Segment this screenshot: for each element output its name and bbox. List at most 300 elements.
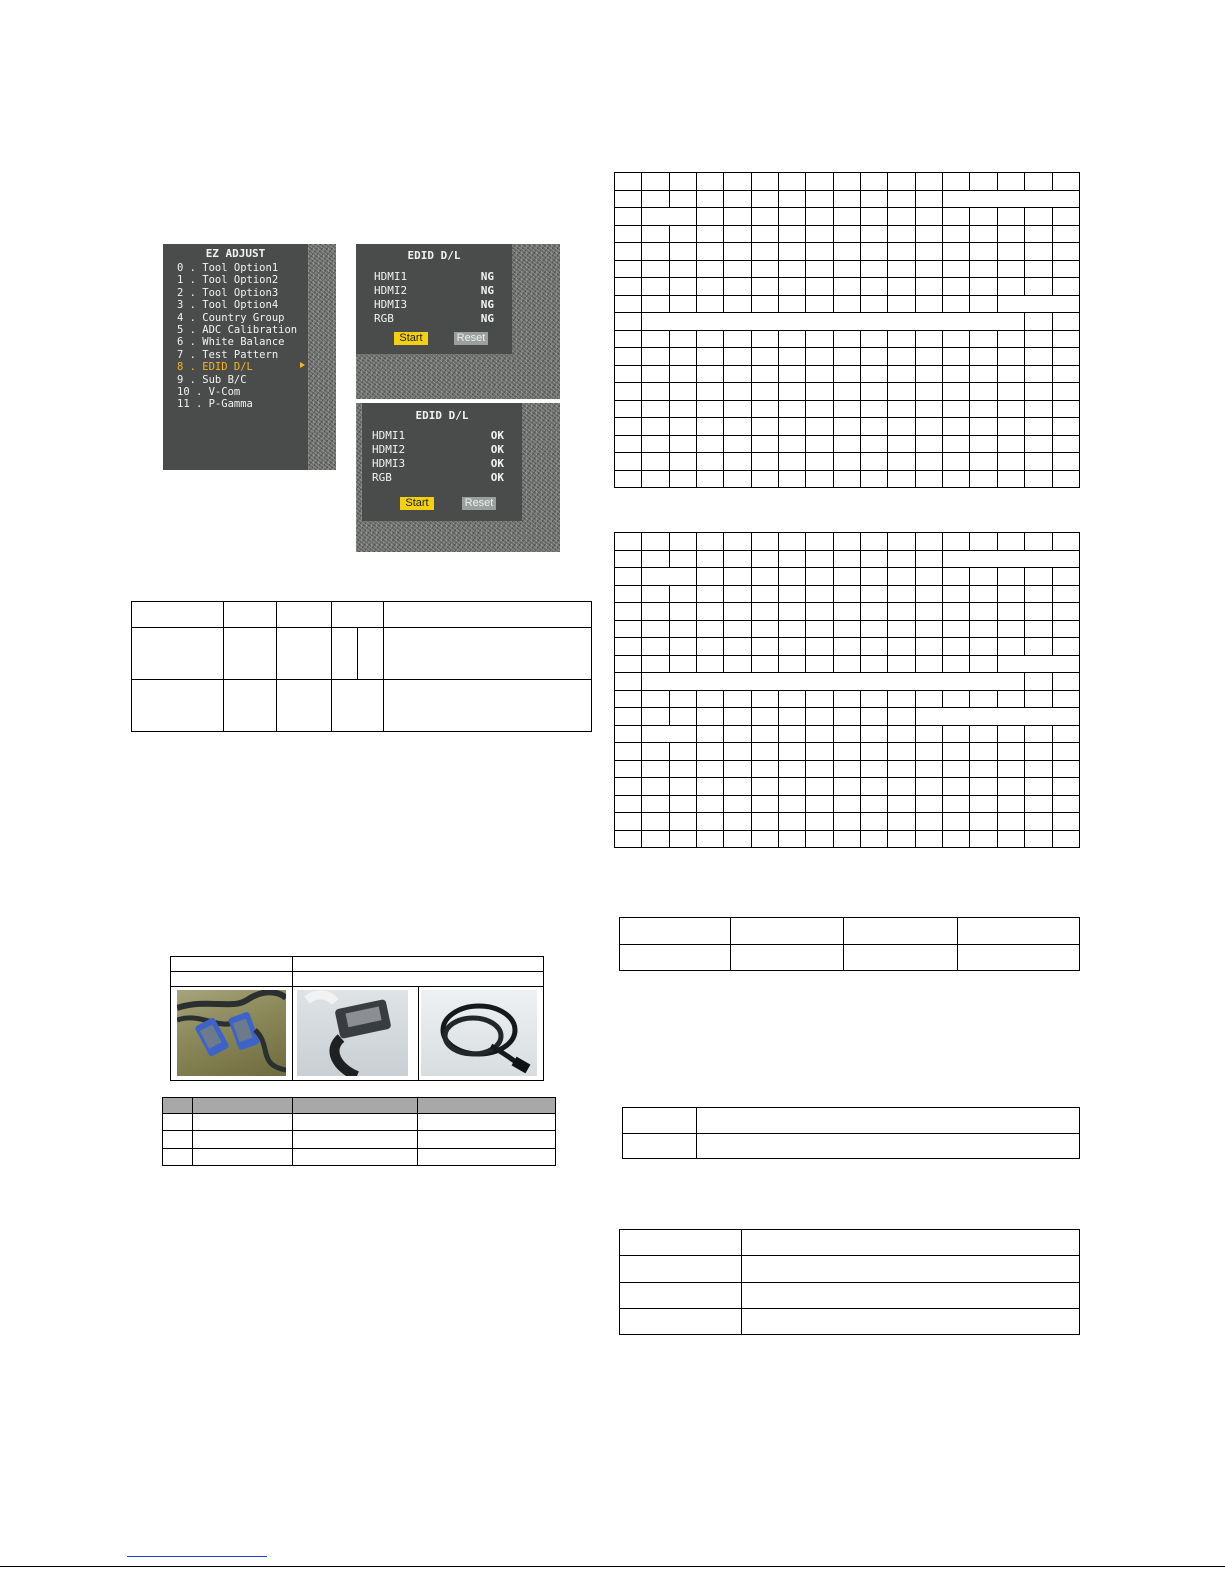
grid-cell <box>697 813 724 831</box>
grid-cell <box>833 260 860 278</box>
grid-cell <box>1052 435 1080 453</box>
grid-cell <box>697 778 724 796</box>
grid-cell <box>779 655 806 673</box>
grid-cell <box>997 453 1024 471</box>
grid-cell <box>697 655 724 673</box>
port-row-hdmi1 <box>374 270 494 284</box>
port-label: HDMI2 <box>372 443 406 456</box>
grid-cell <box>970 173 997 191</box>
grid-cell <box>779 795 806 813</box>
menu-item[interactable]: 7 . Test Pattern <box>177 348 279 361</box>
grid-cell <box>1025 725 1052 743</box>
grid-cell <box>1025 673 1052 691</box>
grid-cell <box>943 453 970 471</box>
grid-cell <box>861 813 888 831</box>
grid-cell <box>943 278 970 296</box>
grid-cell <box>615 208 642 226</box>
grid-cell <box>724 830 751 848</box>
grid-cell <box>1052 533 1080 551</box>
grid-cell <box>669 743 696 761</box>
start-button[interactable]: Start <box>394 332 428 345</box>
grid-cell <box>615 330 642 348</box>
grid-cell <box>1052 330 1080 348</box>
grid-row <box>615 260 1080 278</box>
grid-cell <box>888 208 915 226</box>
grid-cell <box>669 795 696 813</box>
grid-cell <box>806 690 833 708</box>
grid-cell <box>806 383 833 401</box>
grid-cell <box>751 418 778 436</box>
grid-cell <box>669 760 696 778</box>
grid-cell <box>915 418 942 436</box>
grid-cell <box>724 725 751 743</box>
grid-cell <box>697 225 724 243</box>
grid-cell <box>997 330 1024 348</box>
start-button[interactable]: Start <box>400 497 434 510</box>
menu-item[interactable]: 1 . Tool Option2 <box>177 274 279 287</box>
grid-cell <box>861 453 888 471</box>
grid-cell <box>861 690 888 708</box>
grid-cell <box>915 708 1079 726</box>
grid-cell <box>697 190 724 208</box>
grid-cell <box>669 655 696 673</box>
grid-cell <box>697 638 724 656</box>
grid-cell <box>669 708 696 726</box>
grid-row <box>615 760 1080 778</box>
grid-cell <box>833 655 860 673</box>
grid-cell <box>943 418 970 436</box>
grid-cell <box>615 435 642 453</box>
grid-row <box>615 348 1080 366</box>
grid-cell <box>970 453 997 471</box>
grid-cell <box>943 435 970 453</box>
grid-cell <box>1025 225 1052 243</box>
grid-cell <box>806 550 833 568</box>
grid-row <box>615 620 1080 638</box>
grid-cell <box>751 400 778 418</box>
menu-item[interactable]: 6 . White Balance <box>177 336 285 349</box>
grid-cell <box>697 278 724 296</box>
grid-cell <box>1025 260 1052 278</box>
grid-cell <box>724 470 751 488</box>
grid-cell <box>943 760 970 778</box>
grid-row <box>615 295 1080 313</box>
grid-cell <box>806 778 833 796</box>
grid-cell <box>806 813 833 831</box>
grid-cell <box>888 190 915 208</box>
grid-cell <box>861 743 888 761</box>
grid-cell <box>751 620 778 638</box>
grid-cell <box>915 365 942 383</box>
grid-cell <box>861 278 888 296</box>
grid-cell <box>806 173 833 191</box>
grid-cell <box>833 603 860 621</box>
grid-cell <box>915 278 942 296</box>
menu-item[interactable]: 5 . ADC Calibration <box>177 324 298 336</box>
grid-cell <box>751 173 778 191</box>
port-row-hdmi2 <box>374 284 494 298</box>
grid-cell <box>888 568 915 586</box>
grid-cell <box>724 243 751 261</box>
grid-row <box>615 550 1080 568</box>
port-status: OK <box>490 443 504 456</box>
grid-cell <box>888 795 915 813</box>
grid-cell <box>751 778 778 796</box>
grid-row <box>615 470 1080 488</box>
grid-cell <box>943 743 970 761</box>
grid-cell <box>615 295 642 313</box>
grid-cell <box>697 585 724 603</box>
grid-cell <box>1025 418 1052 436</box>
grid-cell <box>915 295 942 313</box>
grid-cell <box>669 813 696 831</box>
grid-cell <box>642 330 669 348</box>
grid-row <box>615 690 1080 708</box>
grid-cell <box>642 243 669 261</box>
grid-cell <box>1025 813 1052 831</box>
grid-cell <box>615 470 642 488</box>
grid-cell <box>833 383 860 401</box>
grid-cell <box>833 190 860 208</box>
grid-cell <box>915 830 942 848</box>
grid-cell <box>779 278 806 296</box>
port-label: HDMI1 <box>372 429 406 442</box>
grid-row <box>615 795 1080 813</box>
grid-cell <box>861 620 888 638</box>
grid-cell <box>888 778 915 796</box>
edid-title-before: EDID D/L <box>407 249 461 262</box>
grid-cell <box>1025 760 1052 778</box>
grid-cell <box>751 383 778 401</box>
grid-cell <box>833 348 860 366</box>
edid-data-table-2 <box>614 532 1080 848</box>
selection-arrow-icon <box>300 362 305 368</box>
edid-dialog-before <box>356 244 512 354</box>
grid-cell <box>642 743 669 761</box>
port-label: HDMI3 <box>374 298 408 311</box>
grid-cell <box>751 295 778 313</box>
grid-row <box>615 383 1080 401</box>
grid-cell <box>1052 568 1080 586</box>
grid-cell <box>806 585 833 603</box>
grid-cell <box>833 690 860 708</box>
grid-cell <box>669 260 696 278</box>
grid-cell <box>642 190 669 208</box>
grid-cell <box>943 813 970 831</box>
edid-dialog-after <box>362 403 522 521</box>
grid-cell <box>997 383 1024 401</box>
grid-cell <box>833 295 860 313</box>
grid-cell <box>615 260 642 278</box>
grid-cell <box>861 533 888 551</box>
checksum-table <box>619 917 1080 971</box>
grid-cell <box>697 690 724 708</box>
grid-cell <box>806 603 833 621</box>
grid-cell <box>1052 743 1080 761</box>
grid-cell <box>779 743 806 761</box>
vga-cable-icon <box>177 990 286 1076</box>
grid-cell <box>697 620 724 638</box>
grid-cell <box>970 690 997 708</box>
grid-cell <box>615 690 642 708</box>
spec-list-table <box>619 1229 1080 1335</box>
grid-cell <box>1025 795 1052 813</box>
menu-item[interactable]: 3 . Tool Option4 <box>177 299 279 312</box>
grid-row <box>615 313 1080 331</box>
grid-cell <box>751 725 778 743</box>
grid-cell <box>943 725 970 743</box>
grid-cell <box>642 295 669 313</box>
grid-row <box>615 638 1080 656</box>
grid-cell <box>669 585 696 603</box>
menu-item[interactable]: 11 . P-Gamma <box>177 398 253 411</box>
edid-screen-after <box>356 403 560 552</box>
menu-item[interactable]: 10 . V-Com <box>177 386 241 398</box>
grid-cell <box>915 585 942 603</box>
grid-cell <box>833 435 860 453</box>
grid-cell <box>1052 365 1080 383</box>
grid-cell <box>861 470 888 488</box>
grid-cell <box>943 568 970 586</box>
grid-cell <box>915 550 942 568</box>
grid-cell <box>1052 638 1080 656</box>
grid-cell <box>997 173 1024 191</box>
port-row-hdmi3 <box>374 298 494 312</box>
grid-cell <box>1025 330 1052 348</box>
grid-cell <box>888 400 915 418</box>
menu-item[interactable]: 2 . Tool Option3 <box>177 286 279 299</box>
grid-cell <box>997 243 1024 261</box>
grid-cell <box>943 348 970 366</box>
ez-adjust-screen <box>163 244 336 470</box>
grid-cell <box>888 585 915 603</box>
grid-cell <box>1052 400 1080 418</box>
grid-cell <box>615 778 642 796</box>
grid-cell <box>861 243 888 261</box>
grid-cell <box>751 743 778 761</box>
grid-cell <box>833 243 860 261</box>
grid-cell <box>970 260 997 278</box>
grid-cell <box>861 173 888 191</box>
grid-cell <box>724 655 751 673</box>
grid-cell <box>724 533 751 551</box>
grid-cell <box>779 208 806 226</box>
grid-cell <box>751 365 778 383</box>
grid-cell <box>615 830 642 848</box>
grid-cell <box>970 655 997 673</box>
grid-cell <box>724 708 751 726</box>
grid-cell <box>888 173 915 191</box>
grid-cell <box>669 348 696 366</box>
grid-cell <box>915 725 942 743</box>
port-row-rgb <box>374 312 494 326</box>
grid-cell <box>669 778 696 796</box>
footer-link[interactable] <box>127 1556 267 1557</box>
port-label: HDMI1 <box>374 270 408 283</box>
grid-cell <box>779 533 806 551</box>
grid-row <box>615 743 1080 761</box>
grid-cell <box>861 400 888 418</box>
grid-cell <box>669 638 696 656</box>
grid-cell <box>669 550 696 568</box>
grid-cell <box>997 655 1079 673</box>
grid-cell <box>642 313 1025 331</box>
grid-cell <box>779 365 806 383</box>
grid-row <box>615 330 1080 348</box>
grid-cell <box>943 638 970 656</box>
grid-cell <box>861 225 888 243</box>
grid-cell <box>806 400 833 418</box>
grid-cell <box>861 550 888 568</box>
grid-cell <box>806 243 833 261</box>
grid-cell <box>642 383 669 401</box>
grid-cell <box>642 655 669 673</box>
grid-cell <box>943 533 970 551</box>
grid-cell <box>833 550 860 568</box>
grid-cell <box>806 295 833 313</box>
reset-button[interactable]: Reset <box>462 497 496 510</box>
grid-cell <box>779 243 806 261</box>
reset-button[interactable]: Reset <box>454 332 488 345</box>
grid-cell <box>888 243 915 261</box>
grid-cell <box>888 278 915 296</box>
adjustment-spec-table <box>131 601 592 732</box>
grid-row <box>615 655 1080 673</box>
grid-cell <box>724 418 751 436</box>
grid-cell <box>970 830 997 848</box>
grid-cell <box>615 603 642 621</box>
menu-item[interactable]: 8 . EDID D/L <box>177 361 253 374</box>
grid-cell <box>806 278 833 296</box>
port-status: NG <box>480 284 494 297</box>
grid-cell <box>724 620 751 638</box>
grid-cell <box>833 830 860 848</box>
grid-cell <box>861 638 888 656</box>
grid-cell <box>888 383 915 401</box>
grid-cell <box>751 690 778 708</box>
grid-cell <box>697 208 724 226</box>
grid-cell <box>915 795 942 813</box>
grid-cell <box>861 655 888 673</box>
grid-cell <box>915 470 942 488</box>
grid-cell <box>915 743 942 761</box>
menu-item[interactable]: 4 . Country Group <box>177 311 285 324</box>
grid-cell <box>697 568 724 586</box>
grid-cell <box>861 208 888 226</box>
grid-cell <box>997 620 1024 638</box>
grid-cell <box>1052 418 1080 436</box>
grid-cell <box>751 655 778 673</box>
grid-cell <box>1025 453 1052 471</box>
grid-row <box>615 708 1080 726</box>
grid-cell <box>806 435 833 453</box>
grid-cell <box>642 673 1025 691</box>
menu-item[interactable]: 0 . Tool Option1 <box>177 262 279 274</box>
grid-cell <box>915 243 942 261</box>
grid-cell <box>915 760 942 778</box>
grid-cell <box>615 795 642 813</box>
grid-cell <box>861 830 888 848</box>
grid-cell <box>888 435 915 453</box>
grid-cell <box>642 400 669 418</box>
grid-cell <box>697 365 724 383</box>
grid-cell <box>997 348 1024 366</box>
grid-cell <box>1052 778 1080 796</box>
grid-cell <box>669 173 696 191</box>
grid-cell <box>642 418 669 436</box>
grid-cell <box>970 603 997 621</box>
grid-cell <box>833 813 860 831</box>
grid-cell <box>861 365 888 383</box>
grid-cell <box>833 743 860 761</box>
grid-cell <box>888 470 915 488</box>
grid-cell <box>970 295 997 313</box>
grid-cell <box>724 435 751 453</box>
grid-cell <box>779 690 806 708</box>
grid-cell <box>997 585 1024 603</box>
grid-cell <box>997 725 1024 743</box>
grid-cell <box>669 470 696 488</box>
grid-cell <box>642 278 669 296</box>
grid-cell <box>861 585 888 603</box>
grid-cell <box>833 173 860 191</box>
grid-cell <box>861 383 888 401</box>
grid-cell <box>943 365 970 383</box>
grid-cell <box>833 470 860 488</box>
grid-cell <box>806 620 833 638</box>
grid-cell <box>779 830 806 848</box>
grid-cell <box>997 813 1024 831</box>
grid-cell <box>833 453 860 471</box>
grid-cell <box>915 453 942 471</box>
grid-cell <box>970 533 997 551</box>
grid-cell <box>642 225 669 243</box>
grid-cell <box>724 173 751 191</box>
grid-cell <box>615 673 642 691</box>
grid-cell <box>915 603 942 621</box>
grid-cell <box>997 568 1024 586</box>
grid-cell <box>833 533 860 551</box>
grid-cell <box>642 208 697 226</box>
grid-cell <box>779 295 806 313</box>
grid-cell <box>669 295 696 313</box>
grid-cell <box>833 278 860 296</box>
grid-cell <box>779 260 806 278</box>
grid-cell <box>861 260 888 278</box>
grid-cell <box>751 225 778 243</box>
grid-cell <box>888 365 915 383</box>
grid-cell <box>779 603 806 621</box>
grid-cell <box>697 295 724 313</box>
grid-cell <box>997 690 1024 708</box>
grid-cell <box>615 743 642 761</box>
grid-cell <box>806 795 833 813</box>
grid-cell <box>888 295 915 313</box>
grid-cell <box>642 348 669 366</box>
grid-cell <box>806 830 833 848</box>
grid-cell <box>1025 638 1052 656</box>
grid-cell <box>861 760 888 778</box>
grid-cell <box>642 470 669 488</box>
grid-cell <box>888 620 915 638</box>
grid-cell <box>1025 348 1052 366</box>
grid-cell <box>615 550 642 568</box>
grid-cell <box>724 603 751 621</box>
grid-cell <box>779 383 806 401</box>
menu-item[interactable]: 9 . Sub B/C <box>177 373 247 386</box>
grid-cell <box>697 603 724 621</box>
grid-cell <box>1025 620 1052 638</box>
